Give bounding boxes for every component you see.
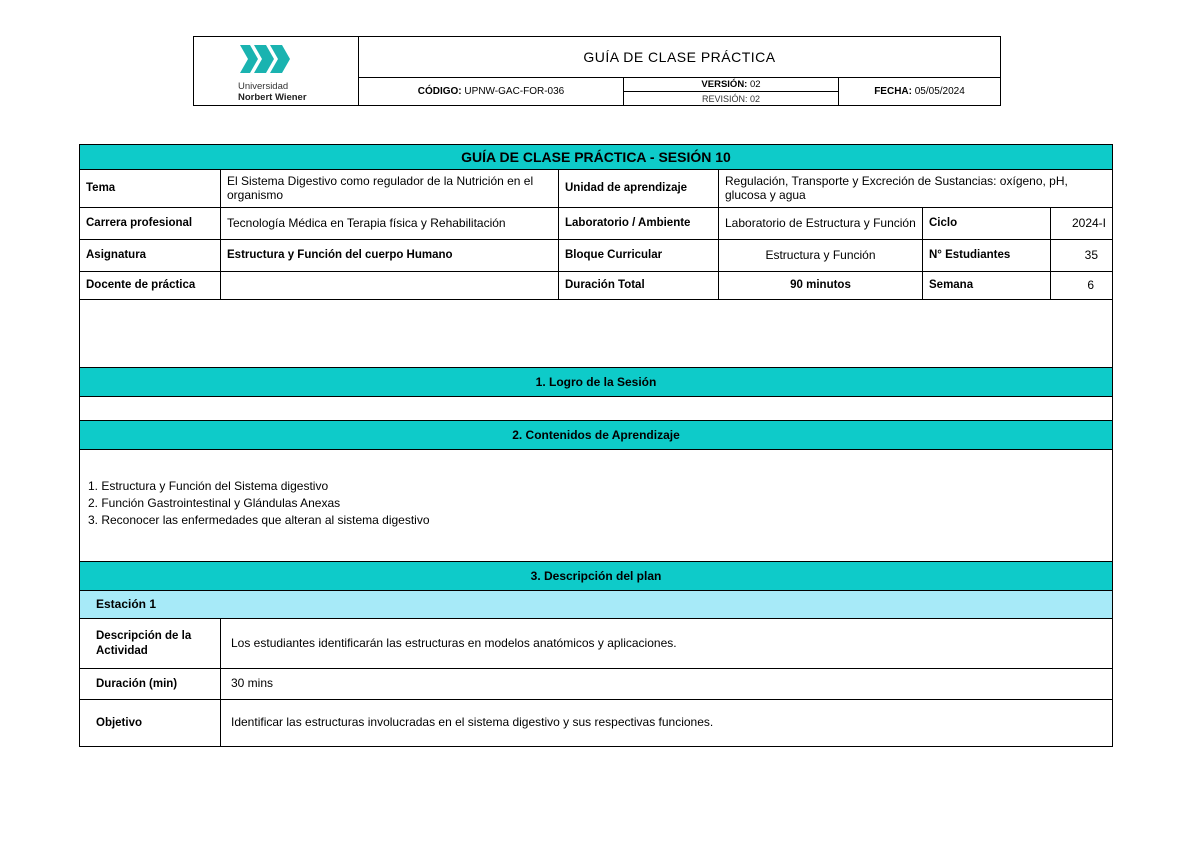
version-field bbox=[624, 78, 839, 105]
estacion-title: Estación 1 bbox=[96, 596, 157, 611]
estacion-header bbox=[79, 591, 1113, 619]
row-tema bbox=[79, 170, 1113, 208]
row-docente bbox=[79, 272, 1113, 300]
row-carrera bbox=[79, 208, 1113, 240]
bloque-label: Bloque Curricular bbox=[558, 240, 718, 271]
session-title: GUÍA DE CLASE PRÁCTICA - SESIÓN 10 bbox=[79, 144, 1113, 170]
docente-value bbox=[220, 272, 558, 299]
duracion-value: 30 mins bbox=[220, 669, 1112, 699]
list-item: 1. Estructura y Función del Sistema digestivo bbox=[88, 479, 329, 493]
bloque-value: Estructura y Función bbox=[718, 240, 922, 271]
ciclo-label: Ciclo bbox=[922, 208, 1050, 239]
section-logro: 1. Logro de la Sesión bbox=[79, 368, 1113, 397]
fecha-value: 05/05/2024 bbox=[914, 86, 965, 97]
revision-value: REVISIÓN: 02 bbox=[701, 93, 761, 104]
tema-label: Tema bbox=[86, 182, 116, 195]
university-logo bbox=[194, 37, 359, 105]
laboratorio-value: Laboratorio de Estructura y Función bbox=[718, 208, 922, 239]
logro-content bbox=[79, 397, 1113, 421]
document-header bbox=[193, 36, 1001, 106]
version-label: VERSIÓN: bbox=[701, 79, 748, 90]
asignatura-label: Asignatura bbox=[86, 249, 147, 262]
row-duracion bbox=[79, 669, 1113, 700]
descripcion-value: Los estudiantes identificarán las estructuras en modelos anatómicos y aplicaciones. bbox=[220, 619, 1112, 668]
section-contenidos: 2. Contenidos de Aprendizaje bbox=[79, 421, 1113, 450]
estudiantes-value: 35 bbox=[1050, 240, 1112, 271]
laboratorio-label: Laboratorio / Ambiente bbox=[558, 208, 718, 239]
semana-value: 6 bbox=[1050, 272, 1112, 299]
row-asignatura bbox=[79, 240, 1113, 272]
codigo-field bbox=[359, 78, 624, 105]
list-item: 3. Reconocer las enfermedades que alteran al sistema digestivo bbox=[88, 513, 430, 527]
duracion-label: Duración (min) bbox=[96, 677, 178, 690]
duracion-total-label: Duración Total bbox=[558, 272, 718, 299]
unidad-label: Unidad de aprendizaje bbox=[558, 170, 718, 207]
duracion-total-value: 90 minutos bbox=[718, 272, 922, 299]
list-item: 2. Función Gastrointestinal y Glándulas Anexas bbox=[88, 496, 341, 510]
version-value: 02 bbox=[750, 79, 761, 90]
objetivo-label: Objetivo bbox=[96, 716, 143, 729]
fecha-field bbox=[839, 78, 1000, 105]
blank-row bbox=[79, 300, 1113, 368]
section-plan: 3. Descripción del plan bbox=[79, 562, 1113, 591]
document-title: GUÍA DE CLASE PRÁCTICA bbox=[359, 37, 1000, 78]
tema-value: El Sistema Digestivo como regulador de la Nutrición en el organismo bbox=[220, 170, 558, 207]
contenidos-content bbox=[79, 450, 1113, 562]
logo-mark-icon bbox=[238, 41, 294, 77]
unidad-value: Regulación, Transporte y Excreción de Sustancias: oxígeno, pH, glucosa y agua bbox=[718, 170, 1112, 207]
codigo-value: UPNW-GAC-FOR-036 bbox=[464, 86, 565, 97]
fecha-label: FECHA: bbox=[874, 86, 912, 97]
carrera-value: Tecnología Médica en Terapia física y Rehabilitación bbox=[220, 208, 558, 239]
objetivo-value: Identificar las estructuras involucradas en el sistema digestivo y sus respectivas funciones. bbox=[220, 700, 1112, 746]
codigo-label: CÓDIGO: bbox=[417, 86, 462, 97]
contenidos-list bbox=[82, 478, 436, 529]
logo-text-name: Norbert Wiener bbox=[238, 92, 307, 103]
docente-label: Docente de práctica bbox=[86, 279, 196, 292]
descripcion-label: Descripción de la Actividad bbox=[96, 629, 192, 657]
row-descripcion bbox=[79, 619, 1113, 669]
estudiantes-label: N° Estudiantes bbox=[922, 240, 1050, 271]
logo-text-universidad: Universidad bbox=[238, 81, 289, 92]
row-objetivo bbox=[79, 700, 1113, 747]
ciclo-value: 2024-I bbox=[1050, 208, 1112, 239]
session-table bbox=[79, 144, 1113, 747]
carrera-label: Carrera profesional bbox=[86, 217, 193, 230]
asignatura-value: Estructura y Función del cuerpo Humano bbox=[220, 240, 558, 271]
semana-label: Semana bbox=[922, 272, 1050, 299]
